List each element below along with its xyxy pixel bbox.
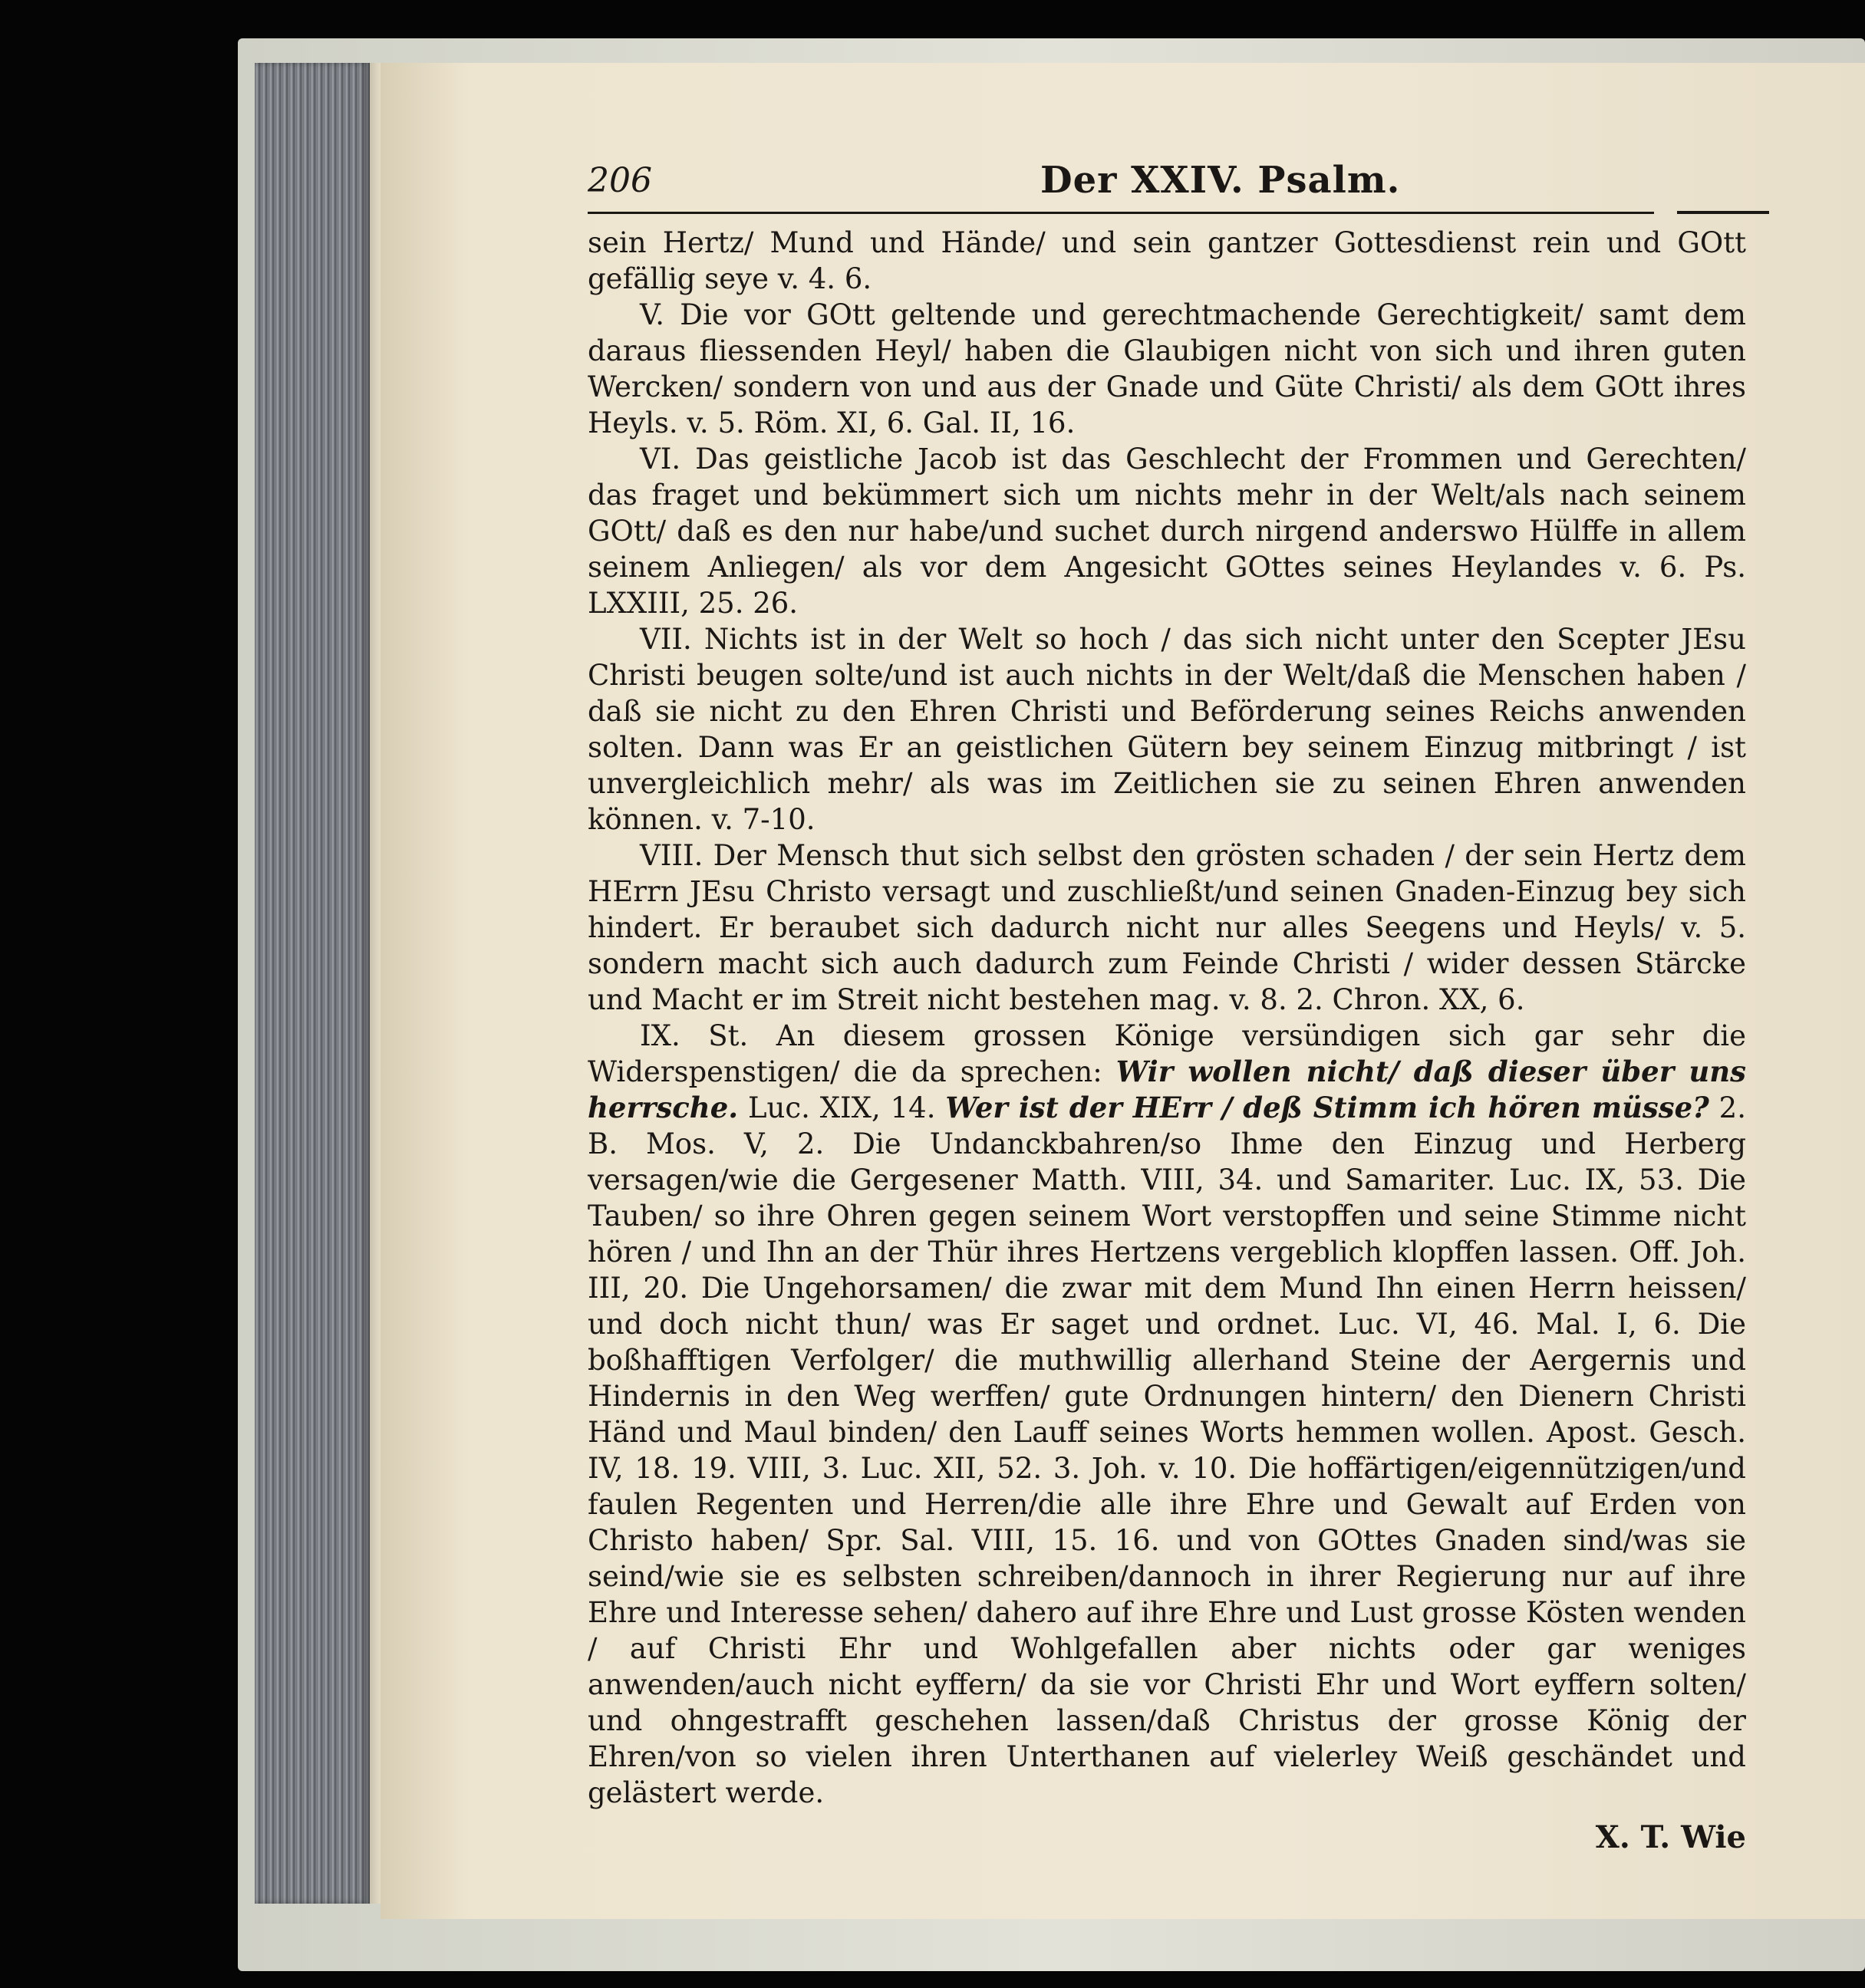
page-edges [255, 63, 370, 1904]
running-title: Der XXIV. Psalm. [1040, 159, 1401, 202]
head-rule [588, 212, 1654, 219]
paragraph-ix-body: 2. B. Mos. V, 2. Die Undanckbahren/so Ihme den Einzug und Herberg versagen/wie die Gergesener Matth. VIII, 34. und Samariter. Luc. IX, 53. Die Tauben/ so ihre Ohren gegen seinem Wort verstopffen und seine Stimme nicht hören / und Ihn an der Thür ihres Hertzens vergeblich klopffen lassen. Off. Joh. III, 20. Die Ungehorsamen/ die zwar mit dem Mund Ihn einen Herrn heissen/ und doch nicht thun/ was Er saget und ordnet. Luc. VI, 46. Mal. I, 6. Die boßhafftigen Verfolger/ die muthwillig allerhand Steine der Aergernis und Hindernis in den Weg werffen/ gute Ordnungen hintern/ den Dienern Christi Händ und Maul binden/ den Lauff seines Worts hemmen wollen. Apost. Gesch. IV, 18. 19. VIII, 3. Luc. XII, 52. 3. Joh. v. 10. Die hoffärtigen/eigennützigen/und faulen Regenten und Herren/die alle ihre Ehre und Gewalt auf Erden von Christo haben/ Spr. Sal. VIII, 15. 16. und von GOttes Gnaden sind/was sie seind/wie sie es selbsten schreiben/dannoch in ihrer Regierung nur auf ihre Ehre und Interesse sehen/ dahero auf ihre Ehre und Lust grosse Kösten wenden / auf Christi Ehr und Wohlgefallen aber nichts oder gar weniges anwenden/auch nicht eyffern/ da sie vor Christi Ehr und Wort eyffern solten/ und ohngestrafft geschehen lassen/daß Christus der grosse König der Ehren/von so vielen ihren Unterthanen auf vielerley Weiß geschändet und gelästert werde. [588, 1091, 1746, 1809]
page-content [588, 159, 1746, 1855]
quote-luke: Wir wollen nicht/ daß dieser über uns herrsche. [588, 1055, 1746, 1124]
running-head [588, 159, 1746, 212]
paragraph-ix-ref: Luc. XIX, 14. [738, 1091, 946, 1124]
paragraph-vi: VI. Das geistliche Jacob ist das Geschlecht der Frommen und Gerechten/ das fraget und bekümmert sich um nichts mehr in der Welt/als nach seinem GOtt/ daß es den nur habe/und suchet durch nirgend anderswo Hülffe in allem seinem Anliegen/ als vor dem Angesicht GOttes seines Heylandes v. 6. Ps. LXXIII, 25. 26. [588, 443, 1746, 620]
paragraph-v: V. Die vor GOtt geltende und gerechtmachende Gerechtigkeit/ samt dem daraus fliessenden Heyl/ haben die Glaubigen nicht von sich und ihren guten Wercken/ sondern von und aus der Gnade und Güte Christi/ als dem GOtt ihres Heyls. v. 5. Röm. XI, 6. Gal. II, 16. [588, 298, 1746, 439]
quote-exodus: Wer ist der HErr / deß Stimm ich hören müsse? [945, 1091, 1709, 1124]
book-page [381, 63, 1865, 1919]
paragraph-ix-intro: IX. St. An diesem grossen Könige versündigen sich gar sehr die Widerspenstigen/ die da sprechen: [588, 1019, 1746, 1088]
paragraph-viii: VIII. Der Mensch thut sich selbst den grösten schaden / der sein Hertz dem HErrn JEsu Christo versagt und zuschließt/und seinen Gnaden-Einzug bey sich hindert. Er beraubet sich dadurch nicht nur alles Seegens und Heyls/ v. 5. sondern macht sich auch dadurch zum Feinde Christi / wider dessen Stärcke und Macht er im Streit nicht bestehen mag. v. 8. 2. Chron. XX, 6. [588, 839, 1746, 1016]
book [238, 38, 1865, 1971]
paragraph-ix [588, 1018, 1746, 1811]
paragraph-vii: VII. Nichts ist in der Welt so hoch / das sich nicht unter den Scepter JEsu Christi beugen solte/und ist auch nichts in der Welt/daß die Menschen haben / daß sie nicht zu den Ehren Christi und Beförderung seines Reichs anwenden solten. Dann was Er an geistlichen Gütern bey seinem Einzug mitbringt / ist unvergleichlich mehr/ als was im Zeitlichen sie zu seinen Ehren anwenden können. v. 7-10. [588, 623, 1746, 836]
paragraph-continuation: sein Hertz/ Mund und Hände/ und sein gantzer Gottesdienst rein und GOtt gefällig seye v. 4. 6. [588, 226, 1746, 295]
catchword: X. T. Wie [1595, 1819, 1746, 1855]
page-number: 206 [588, 161, 652, 200]
